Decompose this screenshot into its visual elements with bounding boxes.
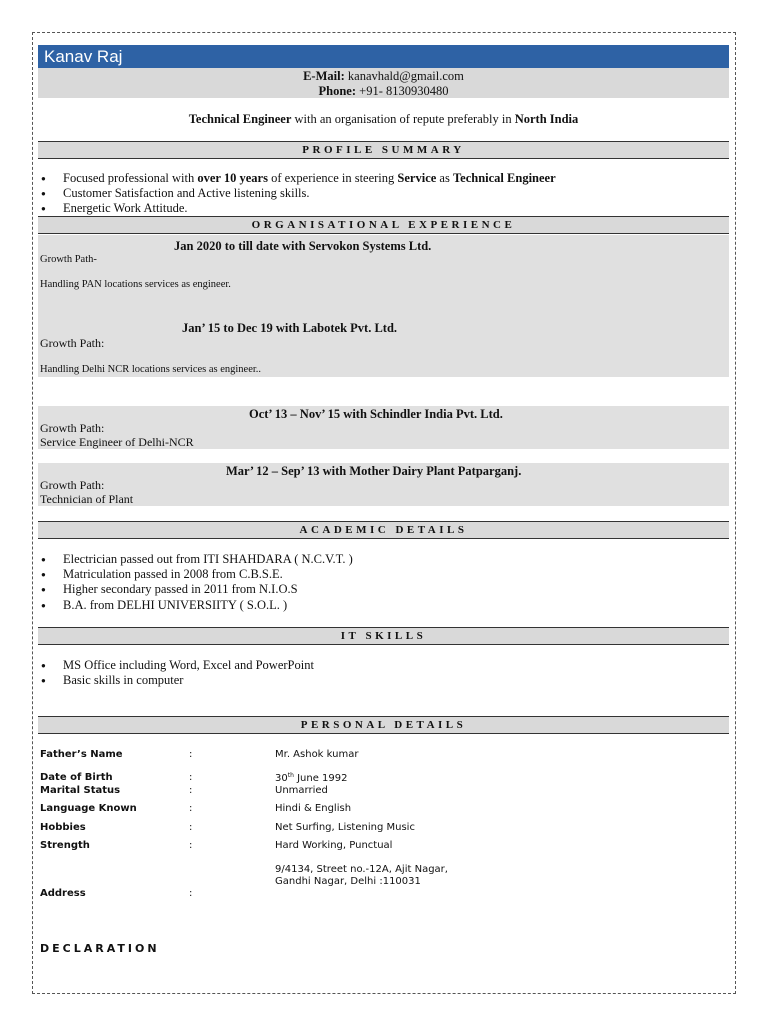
colon: :: [189, 803, 193, 814]
list-item: ● MS Office including Word, Excel and PowerPoint: [38, 658, 314, 673]
colon: :: [189, 749, 193, 760]
email-line: [38, 69, 729, 84]
email-value: kanavhald@gmail.com: [347, 69, 464, 83]
growth-path-label: Growth Path-: [40, 254, 97, 265]
marital-status-label: Marital Status: [40, 785, 121, 796]
colon: :: [189, 822, 193, 833]
academic-list: [38, 552, 353, 613]
list-item: ● Basic skills in computer: [38, 673, 314, 688]
phone-line: [38, 84, 729, 99]
father-name-label: Father’s Name: [40, 749, 123, 760]
list-item: ● Electrician passed out from ITI SHAHDARA ( N.C.V.T. ): [38, 552, 353, 567]
academic-heading: ACADEMIC DETAILS: [38, 521, 729, 539]
growth-path-label: Growth Path:: [40, 421, 105, 435]
list-item: ● Energetic Work Attitude.: [38, 201, 556, 216]
job-detail: Handling PAN locations services as engineer.: [40, 279, 231, 290]
job-title: Jan 2020 to till date with Servokon Systems Ltd.: [174, 239, 432, 253]
job-detail: Handling Delhi NCR locations services as engineer..: [40, 364, 262, 375]
experience-block-2: [38, 406, 729, 449]
personal-details-heading: PERSONAL DETAILS: [38, 716, 729, 734]
objective-text: with an organisation of repute preferably in: [291, 112, 515, 126]
father-name-value: Mr. Ashok kumar: [275, 749, 359, 760]
strength-label: Strength: [40, 840, 90, 851]
dob-label: Date of Birth: [40, 772, 113, 783]
colon: :: [189, 840, 193, 851]
contact-block: [38, 68, 729, 98]
colon: :: [189, 785, 193, 796]
strength-value: Hard Working, Punctual: [275, 840, 393, 851]
language-value: Hindi & English: [275, 803, 352, 814]
job-title: Oct’ 13 – Nov’ 15 with Schindler India Pvt. Ltd.: [249, 407, 503, 421]
phone-label: Phone:: [318, 83, 357, 98]
address-value: 9/4134, Street no.-12A, Ajit Nagar, Gandhi Nagar, Delhi :110031: [275, 864, 448, 887]
job-title: Mar’ 12 – Sep’ 13 with Mother Dairy Plant Patparganj.: [226, 464, 522, 478]
profile-summary-list: [38, 171, 556, 217]
colon: :: [189, 772, 193, 783]
address-label: Address: [40, 888, 86, 899]
list-item: ● Focused professional with over 10 years of experience in steering Service as Technical Engineer: [38, 171, 556, 186]
experience-heading: ORGANISATIONAL EXPERIENCE: [38, 216, 729, 234]
job-title: Jan’ 15 to Dec 19 with Labotek Pvt. Ltd.: [182, 321, 398, 335]
marital-status-value: Unmarried: [275, 785, 328, 796]
growth-path-label: Growth Path:: [40, 478, 105, 492]
list-item: ● Higher secondary passed in 2011 from N.I.O.S: [38, 582, 353, 597]
dob-value: 30th June 1992: [275, 772, 348, 784]
growth-path-label: Growth Path:: [40, 336, 105, 350]
phone-value: +91- 8130930480: [359, 83, 449, 98]
hobbies-value: Net Surfing, Listening Music: [275, 822, 415, 833]
job-detail: Technician of Plant: [40, 492, 134, 506]
it-skills-list: [38, 658, 314, 688]
colon: :: [189, 888, 193, 899]
objective: [38, 112, 729, 127]
it-skills-heading: IT SKILLS: [38, 627, 729, 645]
declaration-heading: DECLARATION: [40, 942, 160, 955]
objective-role: Technical Engineer: [188, 112, 292, 126]
experience-block-1: [38, 235, 729, 377]
experience-block-3: [38, 463, 729, 506]
list-item: ● Matriculation passed in 2008 from C.B.S.E.: [38, 567, 353, 582]
list-item: ● B.A. from DELHI UNIVERSIITY ( S.O.L. ): [38, 598, 353, 613]
profile-summary-heading: PROFILE SUMMARY: [38, 141, 729, 159]
language-label: Language Known: [40, 803, 137, 814]
email-label: E-Mail:: [303, 69, 345, 83]
objective-location: North India: [514, 112, 579, 126]
hobbies-label: Hobbies: [40, 822, 86, 833]
candidate-name: Kanav Raj: [38, 45, 729, 68]
list-item: ● Customer Satisfaction and Active listening skills.: [38, 186, 556, 201]
job-detail: Service Engineer of Delhi-NCR: [40, 435, 194, 449]
